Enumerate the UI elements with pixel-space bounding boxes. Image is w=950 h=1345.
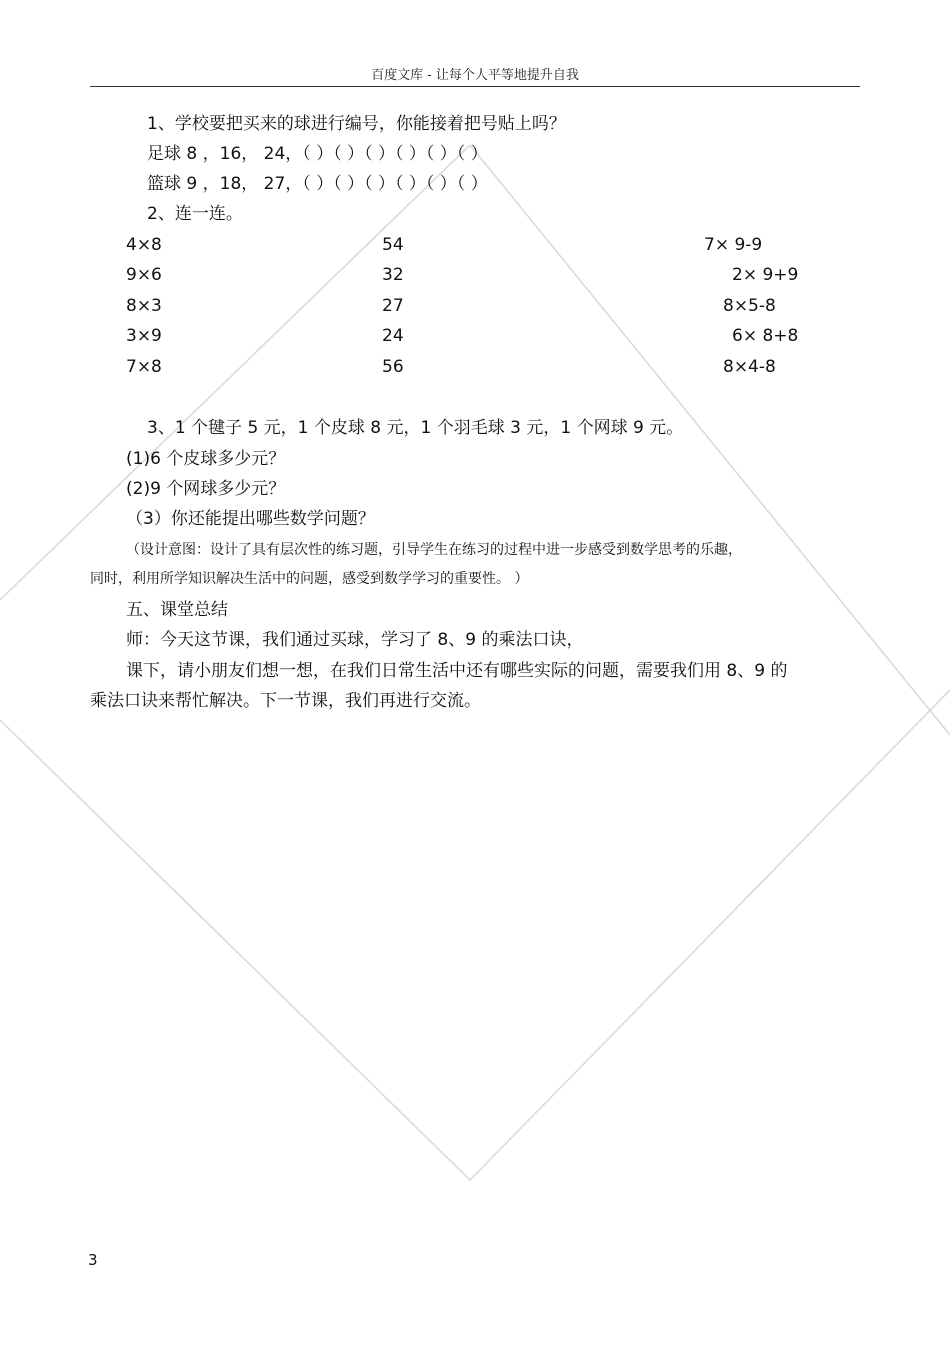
match-middle-4: 24 [382,326,404,346]
match-right-4: 6× 8+8 [732,326,799,346]
q1-basketball-row: 篮球 9 ，18， 27，（ ）（ ）（ ）（ ）（ ）（ ） [147,174,488,194]
match-left-1: 4×8 [126,235,162,255]
match-right-5: 8×4-8 [723,357,776,377]
match-left-4: 3×9 [126,326,162,346]
q3-title: 3、1 个毽子 5 元，1 个皮球 8 元，1 个羽毛球 3 元，1 个网球 9 元。 [147,418,684,438]
match-left-5: 7×8 [126,357,162,377]
summary-heading: 五、课堂总结 [126,600,228,620]
q3-sub3: （3）你还能提出哪些数学问题？ [126,509,375,529]
design-note-line2: 同时，利用所学知识解决生活中的问题，感受到数学学习的重要性。 ） [90,571,529,587]
match-right-2: 2× 9+9 [732,265,799,285]
q3-sub2: (2)9 个网球多少元？ [126,479,286,499]
summary-p1: 师：今天这节课，我们通过买球，学习了 8、9 的乘法口诀， [126,630,584,650]
q1-title: 1、学校要把买来的球进行编号，你能接着把号贴上吗？ [147,114,566,134]
match-middle-2: 32 [382,265,404,285]
page-number: 3 [88,1251,98,1269]
q3-sub1: (1)6 个皮球多少元？ [126,449,286,469]
match-middle-5: 56 [382,357,404,377]
q1-football-row: 足球 8 ，16， 24，（ ）（ ）（ ）（ ）（ ）（ ） [147,144,488,164]
match-left-3: 8×3 [126,296,162,316]
design-note-line1: （设计意图：设计了具有层次性的练习题，引导学生在练习的过程中进一步感受到数学思考的乐趣， [126,542,742,558]
q2-title: 2、连一连。 [147,204,243,224]
match-middle-1: 54 [382,235,404,255]
match-middle-3: 27 [382,296,404,316]
summary-p2-line2: 乘法口诀来帮忙解决。下一节课，我们再进行交流。 [90,691,481,711]
match-right-3: 8×5-8 [723,296,776,316]
header-rule [90,86,860,87]
summary-p2-line1: 课下，请小朋友们想一想，在我们日常生活中还有哪些实际的问题，需要我们用 8、9 的 [126,661,788,681]
match-right-1: 7× 9-9 [704,235,763,255]
match-left-2: 9×6 [126,265,162,285]
page-header: 百度文库 - 让每个人平等地提升自我 [371,68,579,83]
